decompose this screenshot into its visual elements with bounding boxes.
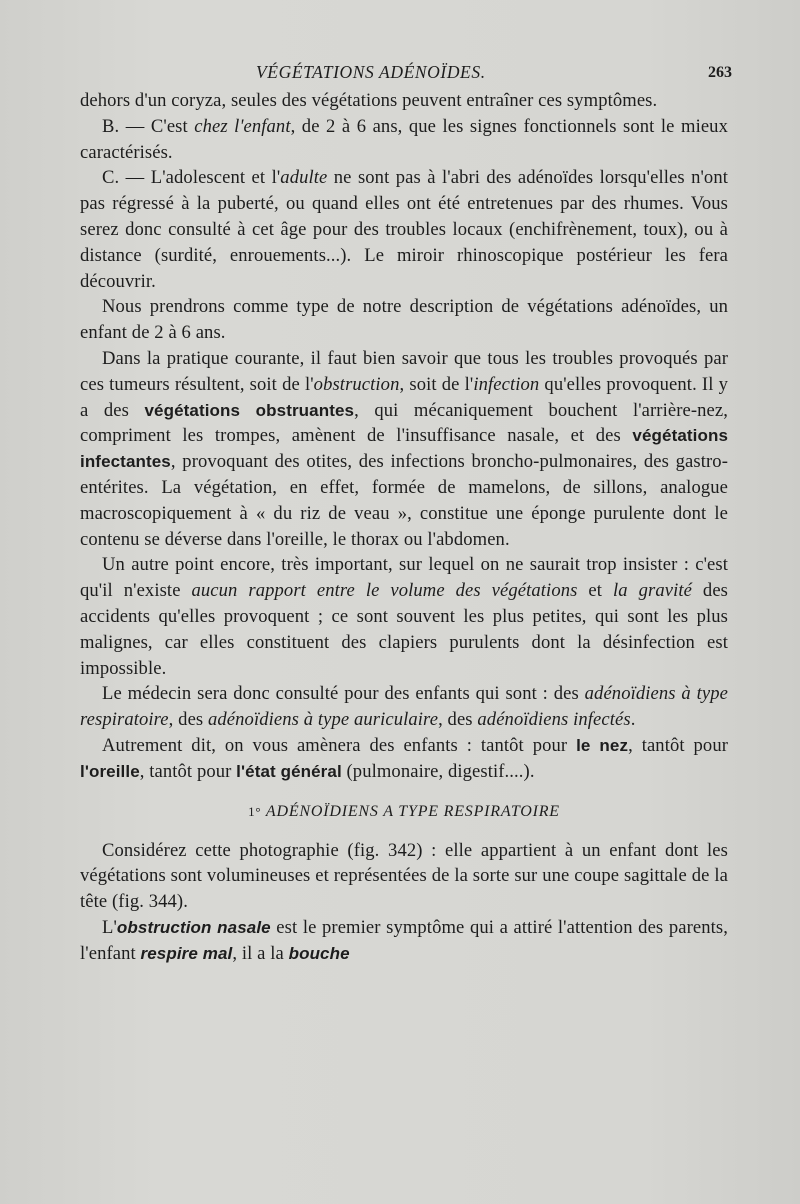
- text-run: C. — L'adolescent et l': [102, 167, 281, 189]
- paragraph-autrement-dit: [80, 733, 728, 785]
- bold-run: végétations infectantes: [80, 426, 728, 472]
- italic-run: la gravité: [612, 580, 692, 602]
- page-number: 263: [708, 64, 732, 81]
- italic-run: adénoïdiens à type respiratoire: [80, 683, 729, 731]
- paragraph-pratique-courante: [80, 346, 728, 552]
- italic-run: adénoïdiens infectés: [477, 709, 631, 731]
- italic-run: obstruction: [313, 373, 400, 395]
- text-run: , provoquant des otites, des infections broncho-pulmonaires, des gastro-entérites. La végétation, en effet, formée de mamelons, de sillons, analogue macroscopiquement à « du riz de veau », constitue une éponge purulente dont le contenu se déverse dans l'oreille, le thorax ou l'abdomen.: [80, 451, 728, 550]
- section-title: ADÉNOÏDIENS A TYPE RESPIRATOIRE: [261, 802, 560, 820]
- text-run: (pulmonaire, digestif....).: [341, 760, 535, 782]
- text-run: L': [102, 916, 117, 938]
- paragraph-continuation: [80, 88, 728, 114]
- bold-run: l'oreille: [80, 761, 140, 781]
- paragraph-medecin-consulte: [80, 681, 728, 733]
- running-title: VÉGÉTATIONS ADÉNOÏDES.: [256, 62, 486, 82]
- paragraph-autre-point: [80, 552, 728, 681]
- italic-run: adénoïdiens à type auriculaire: [208, 709, 439, 731]
- section-heading: [80, 802, 728, 822]
- paragraph-b: [80, 114, 728, 166]
- italic-run: infection: [473, 373, 540, 395]
- text-run: Le médecin sera donc consulté pour des enfants qui sont : des: [102, 683, 585, 705]
- text-run: qu'elles provoquent. Il y a des: [80, 373, 729, 421]
- body-text: [80, 88, 728, 967]
- text-run: Dans la pratique courante, il faut bien savoir que tous les troubles provoqués par ces tumeurs résultent, soit de l': [80, 347, 728, 395]
- italic-run: chez l'enfant: [194, 115, 291, 137]
- text-run: ne sont pas à l'abri des adénoïdes lorsqu'elles n'ont pas régressé à la puberté, ou quand elles ont été entretenues par des rhumes. Vous serez donc consulté à cet âge pour des troubles locaux (enchifrènement, toux), ou à distance (surdité, enrouements...). Le miroir rhinoscopique postérieur les fera découvrir.: [80, 167, 728, 292]
- bold-italic-run: bouche: [288, 943, 350, 963]
- bold-run: végétations obstruantes: [144, 400, 355, 420]
- paragraph-description-type: [80, 294, 728, 346]
- bold-italic-run: respire mal: [140, 943, 233, 963]
- book-page: [80, 58, 732, 967]
- text-run: , de 2 à 6 ans, que les signes fonctionnels sont le mieux caractérisés.: [80, 115, 728, 163]
- text-run: des accidents qu'elles provoquent ; ce sont souvent les plus petites, qui sont les plus malignes, car elles constituent des clapiers purulents dont la désinfection est impossible.: [80, 580, 729, 679]
- text-run: , il a la: [232, 942, 289, 964]
- text-run: , soit de l': [399, 373, 474, 395]
- text-run: , tantôt pour: [628, 734, 729, 756]
- text-run: Un autre point encore, très important, sur lequel on ne saurait trop insister : c'est qu'il n'existe: [80, 554, 728, 602]
- text-run: , des: [438, 709, 478, 731]
- bold-run: l'état général: [236, 761, 342, 781]
- text-run: Nous prendrons comme type de notre description de végétations adénoïdes, un enfant de 2 à 6 ans.: [80, 296, 728, 344]
- running-header: [80, 58, 732, 88]
- paragraph-c: [80, 165, 728, 294]
- paragraph-obstruction-nasale: [80, 915, 728, 967]
- text-run: Considérez cette photographie (fig. 342) : elle appartient à un enfant dont les végétations sont volumineuses et représentées de la sorte sur une coupe sagittale de la tête (fig. 344).: [80, 839, 728, 913]
- italic-run: adulte: [280, 167, 328, 189]
- paragraph-photographie: [80, 838, 728, 915]
- text-run: Autrement dit, on vous amènera des enfants : tantôt pour: [102, 734, 577, 756]
- text-run: est le premier symptôme qui a attiré l'attention des parents, l'enfant: [80, 916, 728, 964]
- text-run: B. — C'est: [102, 115, 195, 137]
- text-run: , des: [168, 709, 209, 731]
- text-run: .: [630, 709, 636, 731]
- bold-italic-run: obstruction nasale: [116, 917, 271, 937]
- bold-run: le nez: [576, 735, 629, 755]
- text-run: , tantôt pour: [139, 760, 237, 782]
- text-run: et: [577, 580, 613, 602]
- section-number: 1°: [248, 803, 262, 819]
- text-run: dehors d'un coryza, seules des végétations peuvent entraîner ces symptômes.: [80, 90, 658, 111]
- italic-run: aucun rapport entre le volume des végétations: [191, 580, 578, 602]
- text-run: , qui mécaniquement bouchent l'arrière-nez, compriment les trompes, amènent de l'insuffisance nasale, et des: [80, 399, 729, 447]
